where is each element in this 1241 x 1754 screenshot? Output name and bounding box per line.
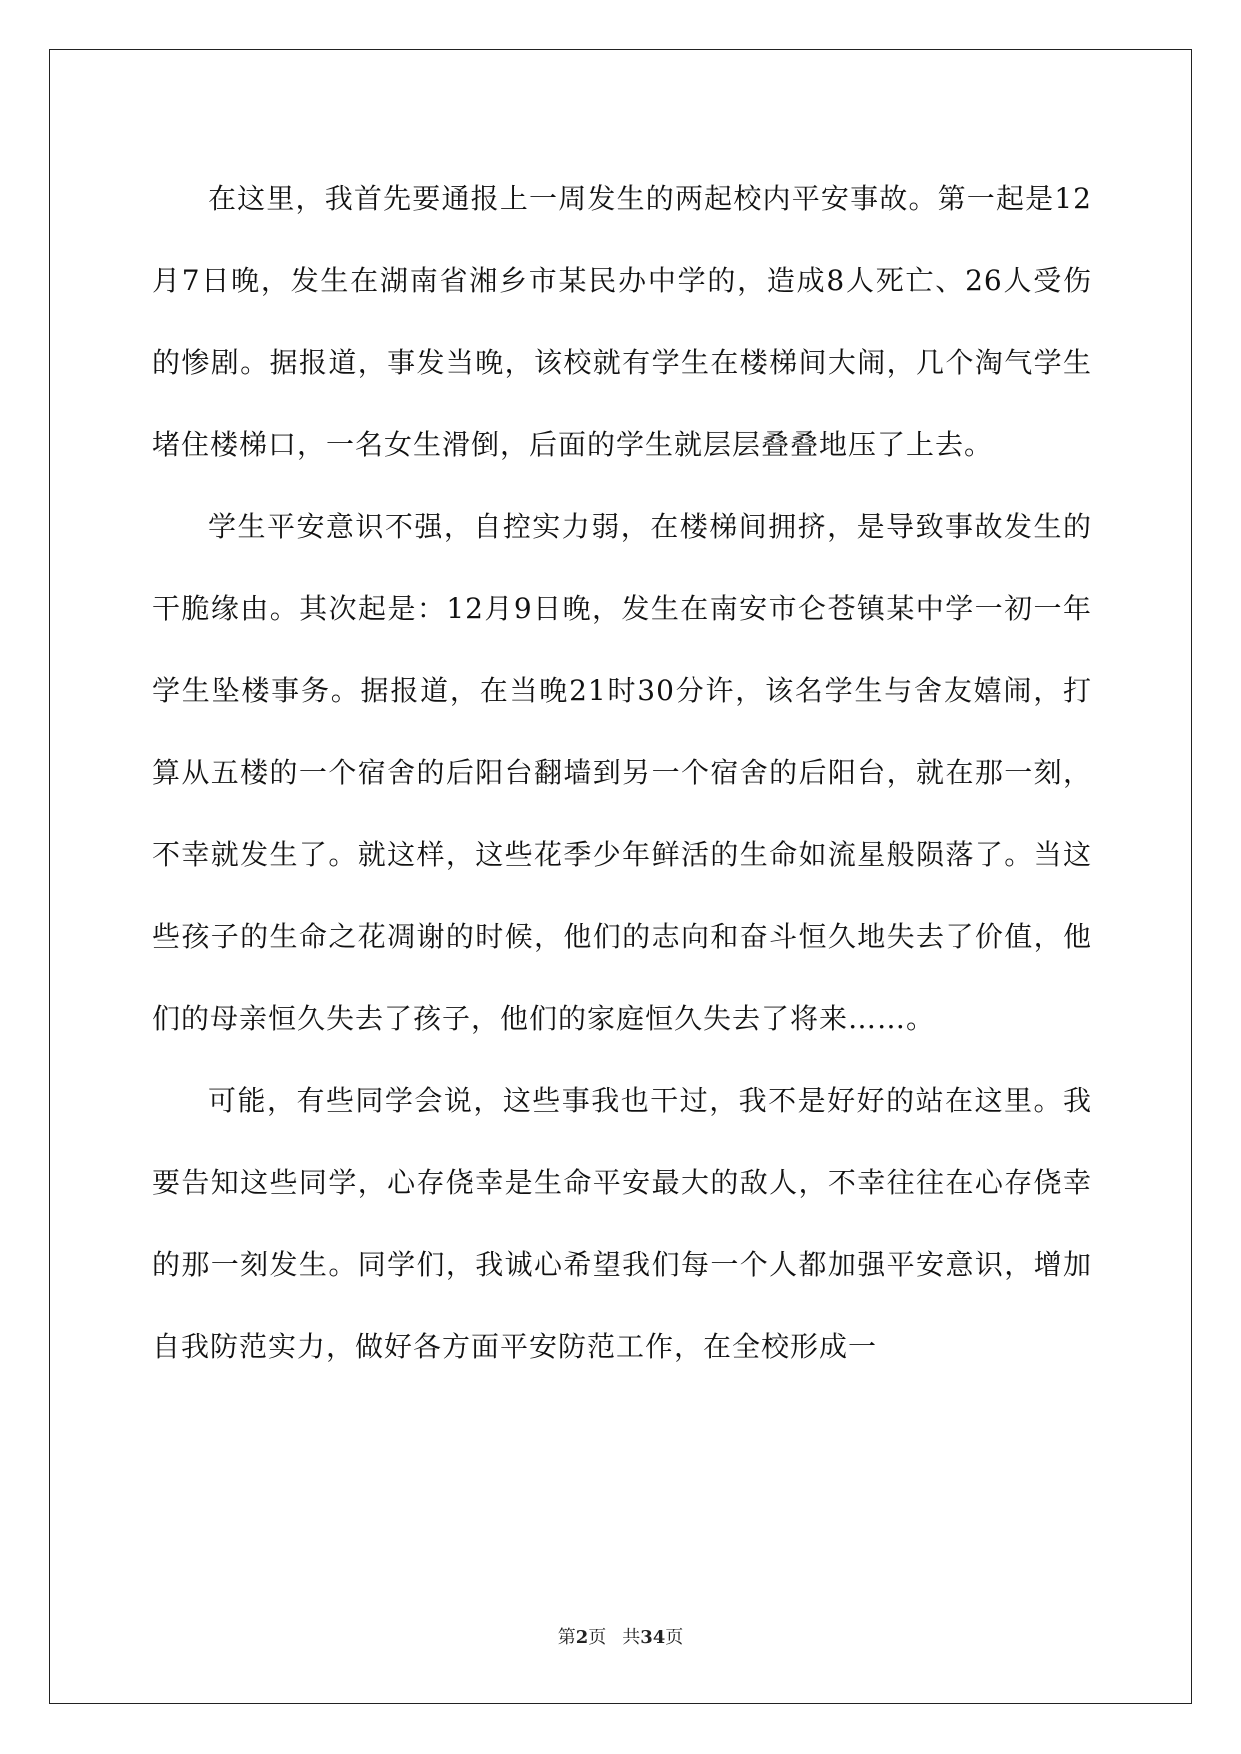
paragraph-3: 可能，有些同学会说，这些事我也干过，我不是好好的站在这里。我要告知这些同学，心存侥幸是生命平安最大的敌人，不幸往往在心存侥幸的那一刻发生。同学们，我诚心希望我们每一个人都加强平安意识，增加自我防范实力，做好各方面平安防范工作，在全校形成一 bbox=[152, 1084, 1092, 1363]
document-body bbox=[152, 158, 1092, 1388]
footer-prefix: 第 bbox=[557, 1627, 576, 1648]
total-pages: 34 bbox=[640, 1627, 666, 1648]
page-footer bbox=[0, 1623, 1241, 1649]
footer-page-suffix: 页 bbox=[588, 1627, 607, 1648]
page-number: 2 bbox=[575, 1627, 589, 1648]
paragraph-2: 学生平安意识不强，自控实力弱，在楼梯间拥挤，是导致事故发生的干脆缘由。其次起是：12月9日晚，发生在南安市仑苍镇某中学一初一年学生坠楼事务。据报道，在当晚21时30分许，该名学生与舍友嬉闹，打算从五楼的一个宿舍的后阳台翻墙到另一个宿舍的后阳台，就在那一刻，不幸就发生了。就这样，这些花季少年鲜活的生命如流星般陨落了。当这些孩子的生命之花凋谢的时候，他们的志向和奋斗恒久地失去了价值，他们的母亲恒久失去了孩子，他们的家庭恒久失去了将来……。 bbox=[152, 510, 1092, 1035]
footer-total-suffix: 页 bbox=[665, 1627, 684, 1648]
paragraph-1: 在这里，我首先要通报上一周发生的两起校内平安事故。第一起是12月7日晚，发生在湖南省湘乡市某民办中学的，造成8人死亡、26人受伤的惨剧。据报道，事发当晚，该校就有学生在楼梯间大闹，几个淘气学生堵住楼梯口，一名女生滑倒，后面的学生就层层叠叠地压了上去。 bbox=[152, 182, 1092, 461]
footer-total-prefix: 共 bbox=[622, 1627, 641, 1648]
